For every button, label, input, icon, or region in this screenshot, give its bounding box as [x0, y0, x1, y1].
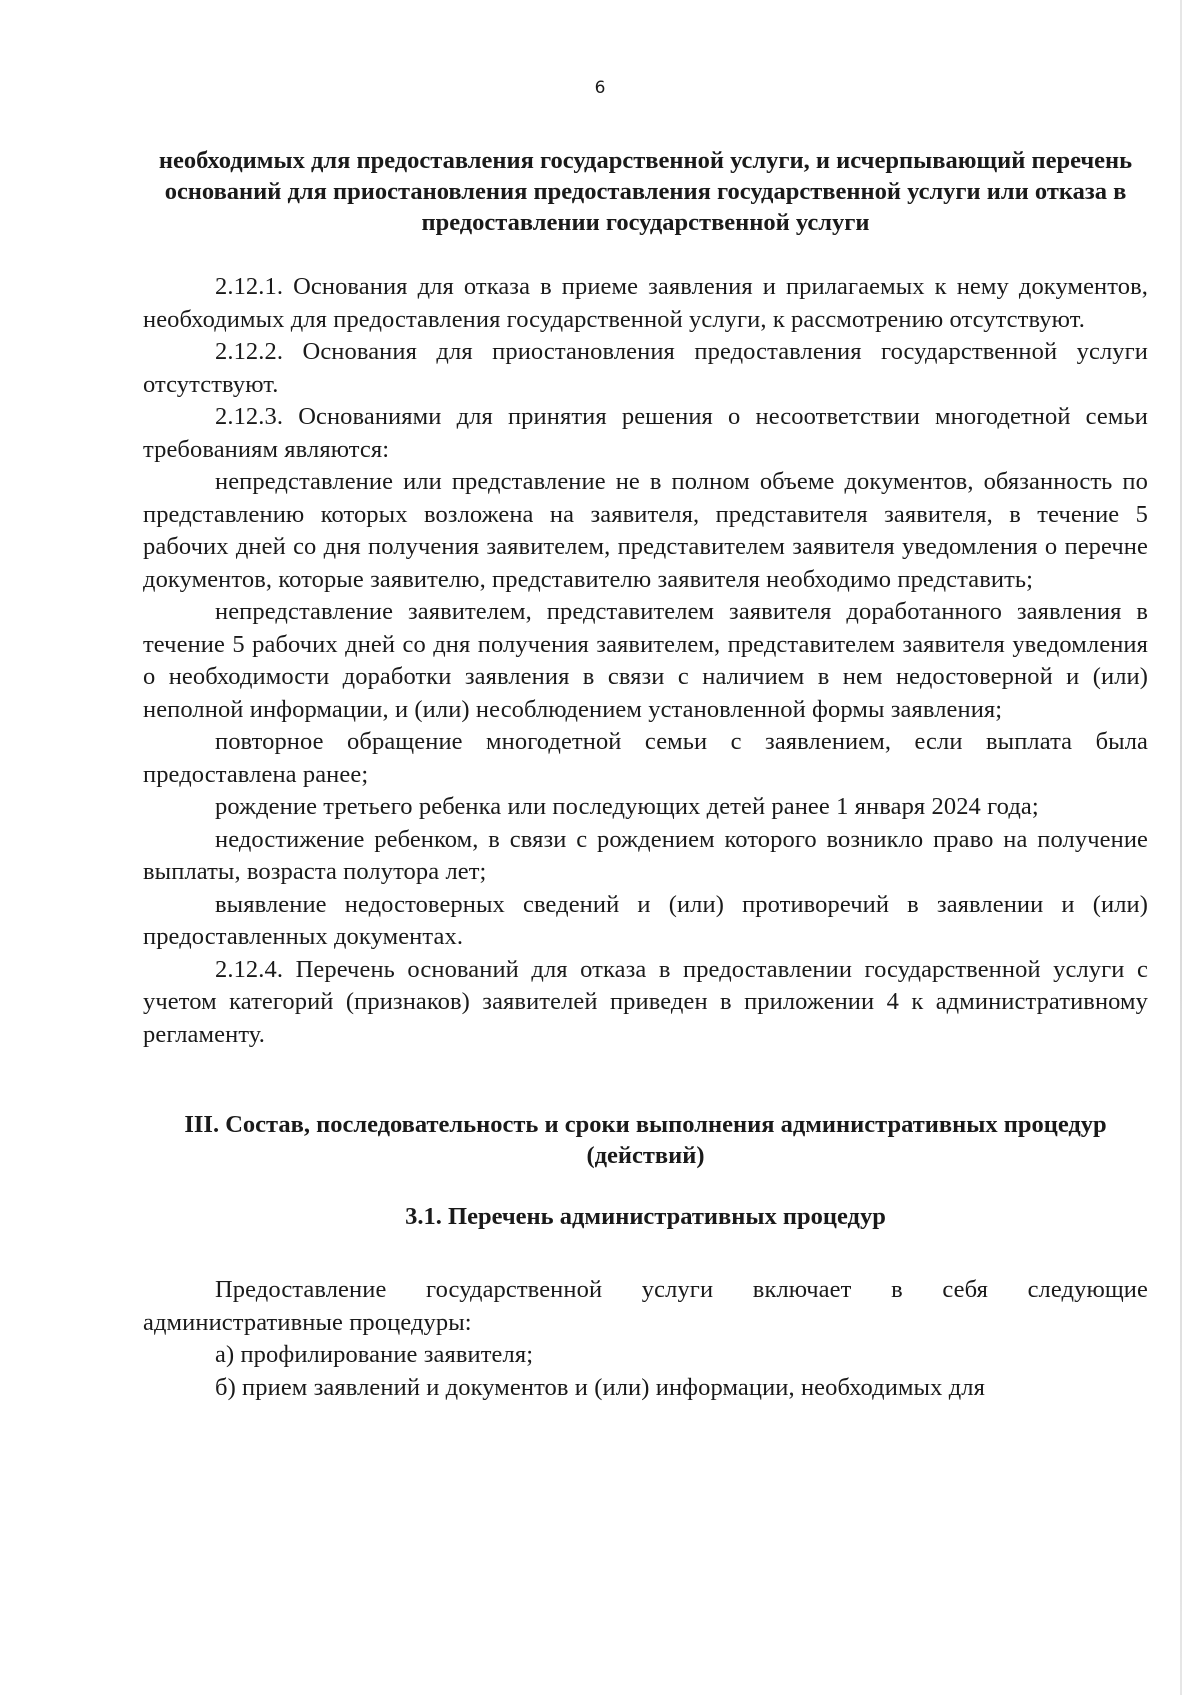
paragraph-2-12-3: 2.12.3. Основаниями для принятия решения о несоответствии многодетной семьи требованиям являются:	[143, 403, 1148, 463]
paragraph-2-12-1: 2.12.1. Основания для отказа в приеме заявления и прилагаемых к нему документов, необходимых для предоставления государственной услуги, к рассмотрению отсутствуют.	[143, 273, 1148, 333]
list-item-a: а) профилирование заявителя;	[215, 1341, 534, 1368]
section-paragraph-intro: Предоставление государственной услуги включает в себя следующие административные процедуры:	[143, 1276, 1148, 1336]
section-heading: III. Состав, последовательность и сроки выполнения административных процедур (действий)	[184, 1111, 1107, 1169]
list-item-nonsubmission-revised-application: непредставление заявителем, представителем заявителя доработанного заявления в течение 5 рабочих дней со дня получения заявителем, представителем заявителя уведомления о необходимости доработки заявления в связи с наличием в нем недостоверной и (или) неполной информации, и (или) несоблюдением установленной формы заявления;	[143, 598, 1148, 723]
list-item-b: б) прием заявлений и документов и (или) информации, необходимых для	[215, 1373, 985, 1401]
top-heading: необходимых для предоставления государственной услуги, и исчерпывающий перечень оснований для приостановления предоставления государственной услуги или отказа в предоставлении государственной услуги	[158, 147, 1133, 236]
paragraph-2-12-2: 2.12.2. Основания для приостановления предоставления государственной услуги отсутствуют.	[143, 338, 1148, 398]
list-item-repeat-application: повторное обращение многодетной семьи с заявлением, если выплата была предоставлена ранее;	[143, 728, 1148, 788]
document-content	[143, 145, 1148, 1404]
scan-edge	[1180, 0, 1182, 1695]
sub-heading: 3.1. Перечень административных процедур	[405, 1203, 886, 1230]
list-item-child-age: недостижение ребенком, в связи с рождением которого возникло право на получение выплаты, возраста полутора лет;	[143, 825, 1148, 885]
list-item-birth-before-2024: рождение третьего ребенка или последующих детей ранее 1 января 2024 года;	[215, 793, 1039, 820]
page-number: 6	[594, 78, 606, 98]
paragraph-2-12-4: 2.12.4. Перечень оснований для отказа в предоставлении государственной услуги с учетом категорий (признаков) заявителей приведен в приложении 4 к административному регламенту.	[143, 955, 1148, 1048]
list-item-false-information: выявление недостоверных сведений и (или) противоречий в заявлении и (или) предоставленных документах.	[143, 890, 1148, 950]
list-item-nonsubmission-documents: непредставление или представление не в полном объеме документов, обязанность по представлению которых возложена на заявителя, представителя заявителя, в течение 5 рабочих дней со дня получения заявителем, представителем заявителя уведомления о перечне документов, которые заявителю, представителю заявителя необходимо представить;	[143, 468, 1148, 593]
